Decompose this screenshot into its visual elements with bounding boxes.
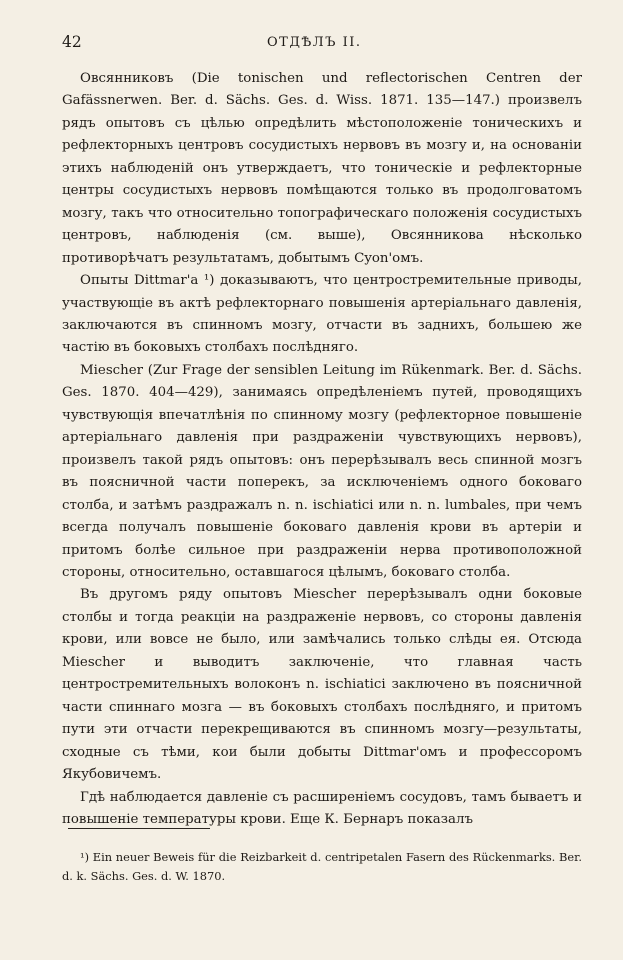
paragraph-dittmar: Опыты Dittmar'a ¹) доказываютъ, что центростремительные приводы, участвующіе въ актѣ рефлекторнаго повышенія артеріальнаго давленія, заключаются въ спинномъ мозгу, отчасти въ заднихъ, большею же частію въ боковыхъ столбахъ послѣдняго. [62, 273, 582, 356]
footnote: ¹) Ein neuer Beweis für die Reizbarkeit d. centripetalen Fasern des Rückenmarks. Ber. d. k. Sächs. Ges. d. W. 1870. [62, 850, 582, 883]
paragraph-miescher: Miescher (Zur Frage der sensiblen Leitung im Rükenmark. Ber. d. Sächs. Ges. 1870. 404—429), занимаясь опредѣленіемъ путей, проводящихъ чувствующія впечатлѣнія по спинному мозгу (рефлекторное повышеніе артеріальнаго давленія при раздраженіи чувствующихъ нервовъ), произвелъ такой рядъ опытовъ: онъ перерѣзывалъ весь спинной мозгъ въ поясничной части поперекъ, за исключеніемъ одного боковаго столба, и затѣмъ раздражалъ n. n. ischiatici или n. n. lumbales, при чемъ всегда получалъ повышеніе боковаго давленія крови въ артеріи и притомъ болѣе сильное при раздраженіи нерва противоположной стороны, относительно, оставшагося цѣлымъ, боковаго столба. [62, 362, 582, 580]
body-text [62, 68, 582, 831]
running-title: ОТДѢЛЪ II. [267, 35, 362, 50]
footnote-divider [68, 828, 210, 829]
page-header [62, 33, 580, 57]
paragraph-temperature: Гдѣ наблюдается давленіе съ расширеніемъ сосудовъ, тамъ бываетъ и повышеніе температуры крови. Еще К. Бернаръ показалъ [62, 789, 582, 827]
paragraph-ovsyannikov: Овсянниковъ (Die tonischen und reflectorischen Centren der Gafässnerwen. Ber. d. Sächs. Ges. d. Wiss. 1871. 135—147.) произвелъ рядъ опытовъ съ цѣлью опредѣлить мѣстоположеніе тоническихъ и рефлекторныхъ центровъ сосудистыхъ нервовъ въ мозгу и, на основаніи этихъ наблюденій онъ утверждаетъ, что тоническіе и рефлекторные центры сосудистыхъ нервовъ помѣщаются только въ продолговатомъ мозгу, такъ что относительно топографическаго положенія сосудистыхъ центровъ, наблюденія (см. выше), Овсянникова нѣсколько противорѣчатъ результатамъ, добытымъ Cyon'омъ. [62, 71, 582, 266]
paragraph-miescher-second-series: Въ другомъ ряду опытовъ Miescher перерѣзывалъ одни боковые столбы и тогда реакціи на раздраженіе нервовъ, со стороны давленія крови, или вовсе не было, или замѣчались только слѣды ея. Отсюда Miescher и выводитъ заключеніе, что главная часть центростремительныхъ волоконъ n. ischiatici заключено въ поясничной части спиннаго мозга — въ боковыхъ столбахъ послѣдняго, и притомъ пути эти отчасти перекрещиваются въ спинномъ мозгу—результаты, сходные съ тѣми, кои были добыты Dittmar'омъ и профессоромъ Якубовичемъ. [62, 587, 582, 783]
page-number: 42 [62, 33, 82, 51]
